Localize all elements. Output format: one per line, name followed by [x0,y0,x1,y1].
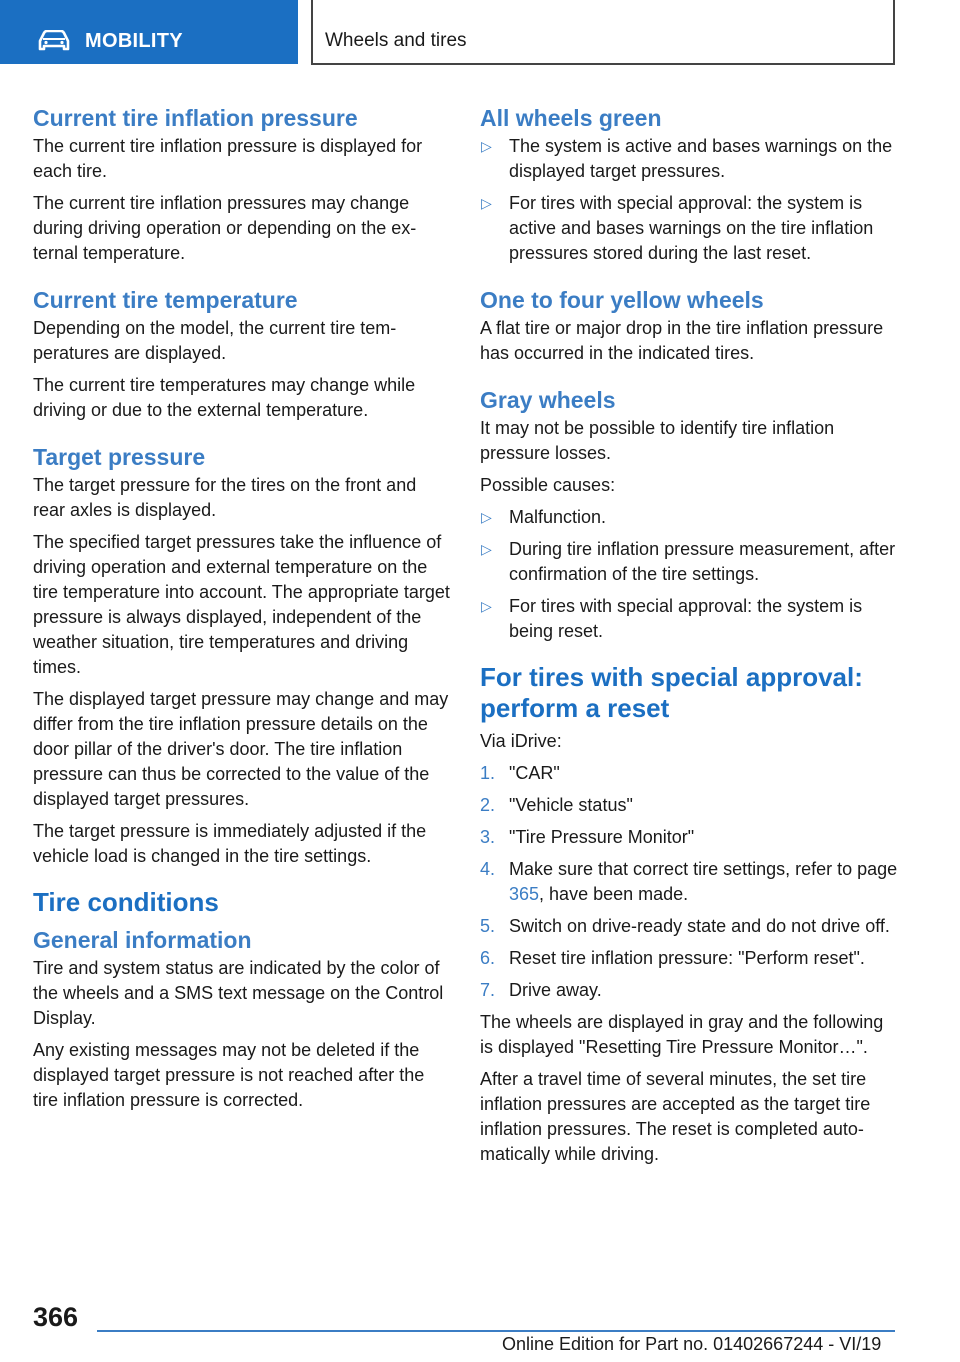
paragraph: The current tire temperatures may change while driving or due to the external temperature. [33,375,416,420]
step-item: 5. Switch on drive-ready state and do not drive off. [480,916,890,936]
step-item: 3. "Tire Pressure Monitor" [480,827,695,847]
triangle-bullet-icon: ▷ [481,195,492,211]
green-list [480,134,898,266]
list-item: ▷ The system is active and bases warnings on the displayed target pressures. [481,136,893,181]
reset-steps [480,761,898,1003]
edition-note: Online Edition for Part no. 01402667244 - VI/19 [502,1334,882,1354]
paragraph: The target pressure is immediately adjusted if the vehicle load is changed in the tire settings. [33,821,427,866]
heading-yellow-wheels: One to four yellow wheels [480,287,764,313]
paragraph: The displayed target pressure may change and may differ from the tire inflation pressure details on the door pillar of the driver's door. The tire inflation pressure can thus be corrected to the value of the displayed target pressures. [33,689,449,809]
heading-all-wheels-green: All wheels green [480,105,662,131]
list-item: ▷ For tires with special approval: the system is active and bases warnings on the tire inflation pressures stored during the last reset. [481,193,874,263]
step-item: 6. Reset tire inflation pressure: "Perform reset". [480,948,865,968]
triangle-bullet-icon: ▷ [481,509,492,525]
paragraph: The current tire inflation pressures may change during driving operation or depending on the external temperature. [33,193,417,263]
heading-current-temperature: Current tire temperature [33,287,298,313]
heading-perform-reset: For tires with special approval: perform a reset [480,662,863,723]
paragraph: Depending on the model, the current tire temperatures are displayed. [33,318,397,363]
paragraph: Any existing messages may not be deleted if the displayed target pressure is not reached after the tire inflation pressure is corrected. [33,1040,425,1110]
triangle-bullet-icon: ▷ [481,598,492,614]
step-item: 7. Drive away. [480,980,602,1000]
heading-target-pressure: Target pressure [33,444,206,470]
paragraph: The specified target pressures take the influence of driving operation and external temperature on the tire temperature into account. The appropriate target pressure is always displayed, independent of the weather situation, tire temperatures and driving times. [33,532,450,677]
causes-list [480,505,898,644]
triangle-bullet-icon: ▷ [481,138,492,154]
paragraph: After a travel time of several minutes, the set tire inflation pressures are accepted as the target tire inflation pressures. The reset is completed automatically while driving. [480,1069,871,1164]
paragraph: It may not be possible to identify tire inflation pressure losses. [480,418,835,463]
heading-general-information: General information [33,927,252,953]
section-label: MOBILITY [85,30,183,52]
page-link[interactable]: 365 [509,884,540,904]
car-icon [37,30,71,52]
paragraph: The wheels are displayed in gray and the following is displayed "Resetting Tire Pressure Monitor…". [480,1012,884,1057]
paragraph: Via iDrive: [480,731,562,751]
chapter-title: Wheels and tires [325,30,467,51]
step-item: 2. "Vehicle status" [480,795,633,815]
heading-current-pressure: Current tire inflation pressure [33,105,358,131]
footer-divider [97,1330,895,1332]
paragraph: Possible causes: [480,475,616,495]
heading-gray-wheels: Gray wheels [480,387,616,413]
section-tab[interactable] [0,0,298,64]
step-item: 1. "CAR" [480,763,560,783]
step-item: 4. Make sure that correct tire settings, refer to page 365, have been made. [480,859,898,904]
paragraph: The target pressure for the tires on the front and rear axles is displayed. [33,475,417,520]
paragraph: Tire and system status are indicated by the color of the wheels and a SMS text message on the Control Display. [33,958,444,1028]
paragraph: A flat tire or major drop in the tire inflation pressure has occurred in the indicated tires. [480,318,884,363]
page-number: 366 [33,1302,79,1332]
list-item: ▷ For tires with special approval: the system is being reset. [481,596,863,641]
list-item: ▷ During tire inflation pressure measurement, after confirmation of the tire settings. [481,539,896,584]
triangle-bullet-icon: ▷ [481,541,492,557]
right-column [480,102,898,1174]
paragraph: The current tire inflation pressure is displayed for each tire. [33,136,423,181]
heading-tire-conditions: Tire conditions [33,887,219,917]
list-item: ▷ Malfunction. [480,505,898,530]
left-column [33,102,451,1120]
